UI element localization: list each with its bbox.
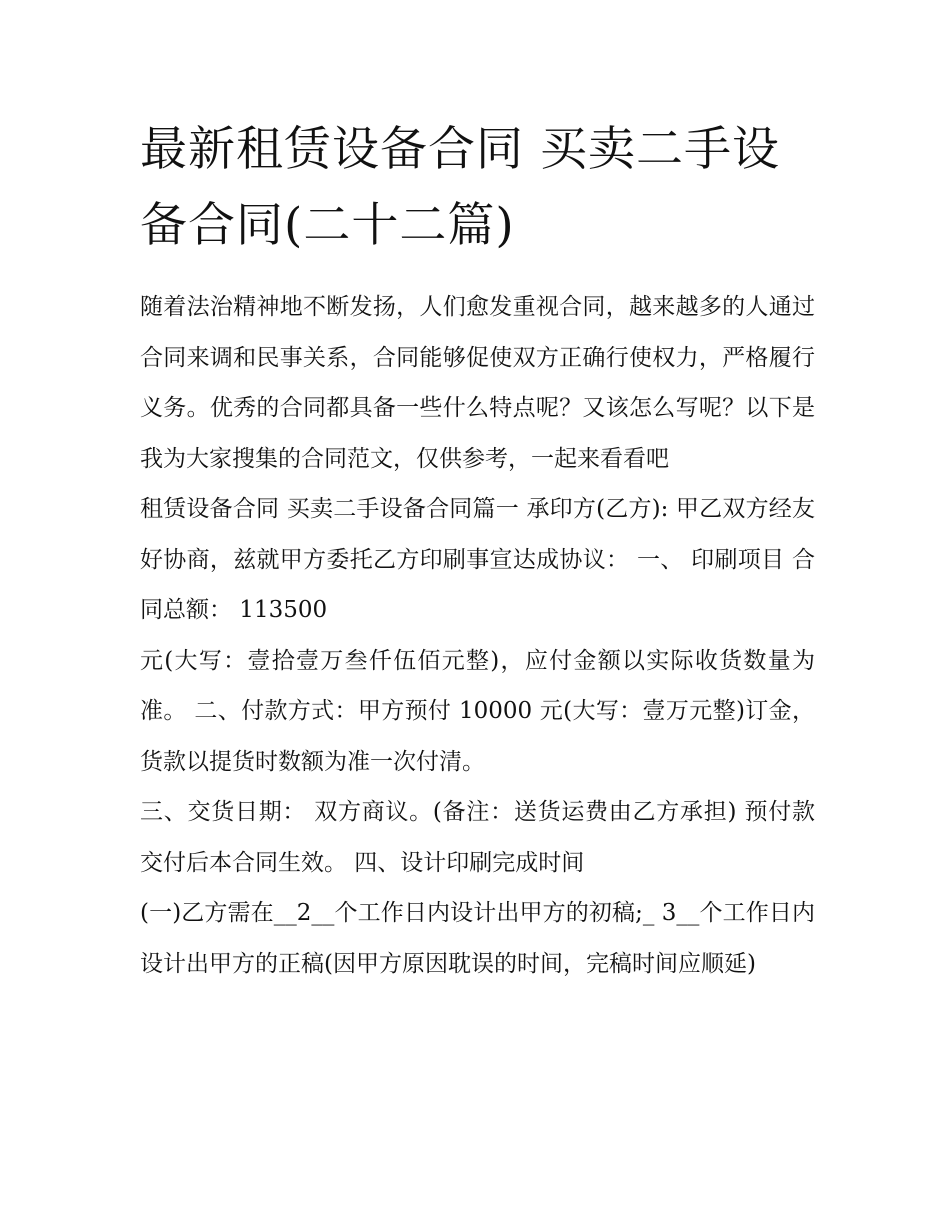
contract-paragraph-2: 元(大写：壹拾壹万叁仟伍佰元整)，应付金额以实际收货数量为准。 二、付款方式：甲方预付 10000 元(大写：壹万元整)订金，货款以提货时数额为准一次付清。: [140, 647, 815, 775]
document-title: 最新租赁设备合同 买卖二手设备合同(二十二篇): [140, 122, 780, 253]
intro-paragraph: 随着法治精神地不断发扬，人们愈发重视合同，越来越多的人通过合同来调和民事关系，合同能够促使双方正确行使权力，严格履行义务。优秀的合同都具备一些什么特点呢？又该怎么写呢？以下是我为大家搜集的合同范文，仅供参考，一起来看看吧: [140, 294, 815, 472]
contract-paragraph-3: 三、交货日期： 双方商议。(备注：送货运费由乙方承担) 预付款交付后本合同生效。 四、设计印刷完成时间: [140, 799, 815, 876]
document-body: [140, 112, 815, 989]
contract-paragraph-4: (一)乙方需在__2__个工作日内设计出甲方的初稿;_ 3__个工作日内设计出甲方的正稿(因甲方原因耽误的时间，完稿时间应顺延): [140, 900, 815, 977]
contract-paragraph-1: 租赁设备合同 买卖二手设备合同篇一 承印方(乙方): 甲乙双方经友好协商，兹就甲方委托乙方印刷事宣达成协议： 一、 印刷项目 合同总额： 113500: [140, 496, 815, 623]
